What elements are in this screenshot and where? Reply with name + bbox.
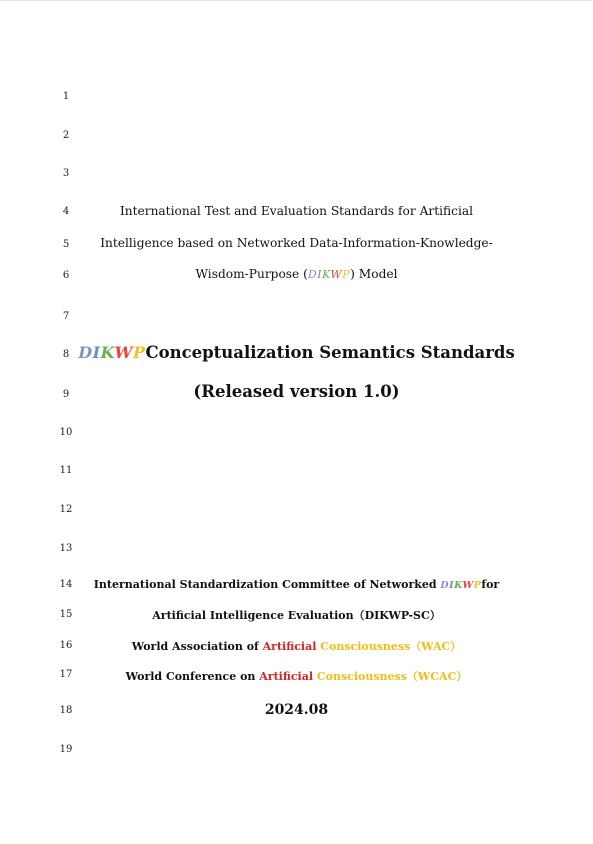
header-line-3 (0, 267, 593, 281)
dikwp-logo: DIKWP (78, 343, 146, 362)
line-number: 4 (62, 206, 70, 217)
org-line-4 (0, 668, 593, 684)
dikwp-logo: DIKWP (307, 268, 351, 281)
org-line-3-red: Artificial (262, 640, 317, 653)
line-number: 6 (62, 270, 70, 281)
org-line-4-gold: Consciousness（WCAC） (313, 670, 468, 683)
line-number: 3 (62, 168, 70, 179)
line-number: 16 (59, 640, 73, 651)
org-line-2: Artificial Intelligence Evaluation（DIKWP-SC） (152, 609, 441, 622)
org-line-1-suffix: for (481, 578, 500, 591)
doc-version: (Released version 1.0) (193, 382, 400, 401)
line-number: 17 (59, 669, 73, 680)
doc-date: 2024.08 (264, 702, 329, 718)
org-line-1-prefix: International Standardization Committee of Networked (93, 578, 441, 591)
org-line-3-prefix: World Association of (131, 640, 263, 653)
line-number: 15 (59, 609, 73, 620)
line-number: 14 (59, 579, 73, 590)
org-line-4-prefix: World Conference on (125, 670, 260, 683)
doc-title (0, 343, 593, 362)
line-number: 18 (59, 705, 73, 716)
org-line-4-red: Artificial (259, 670, 314, 683)
line-number: 13 (59, 543, 73, 554)
line-number: 5 (62, 239, 70, 250)
org-line-1 (0, 578, 593, 591)
line-number: 19 (59, 744, 73, 755)
dikwp-logo: DIKWP (440, 580, 482, 591)
line-number: 10 (59, 427, 73, 438)
header-line-3-prefix: Wisdom-Purpose ( (195, 267, 308, 281)
line-number: 11 (59, 465, 73, 476)
line-number: 7 (62, 311, 70, 322)
org-line-3 (0, 638, 593, 654)
header-line-2: Intelligence based on Networked Data-Information-Knowledge- (100, 236, 493, 250)
header-line-3-suffix: ) Model (350, 267, 398, 281)
line-number: 2 (62, 130, 70, 141)
line-number: 1 (62, 91, 70, 102)
doc-title-text: Conceptualization Semantics Standards (145, 343, 515, 362)
line-number: 12 (59, 504, 73, 515)
header-line-1: International Test and Evaluation Standards for Artificial (119, 204, 474, 218)
line-number: 9 (62, 389, 70, 400)
top-border (0, 0, 593, 1)
line-number: 8 (62, 349, 70, 360)
org-line-3-gold: Consciousness（WAC） (316, 640, 462, 653)
